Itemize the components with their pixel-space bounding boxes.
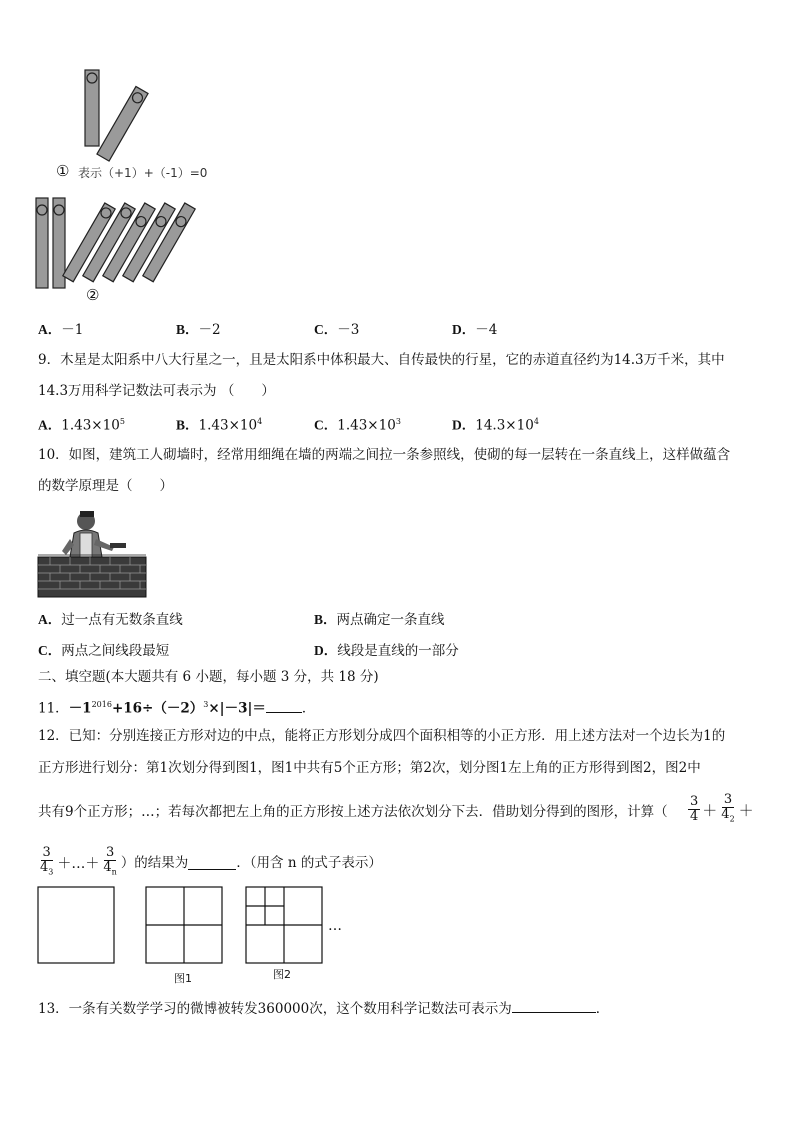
stick-vertical — [85, 70, 99, 146]
q12-text-line1: 12．已知：分别连接正方形对边的中点，能将正方形划分成四个面积相等的小正方形．用上述方法对一个边长为1的 — [38, 728, 726, 744]
q9-option-a: A．$1.43\times 10^5$ — [38, 417, 125, 434]
q8-option-c: C．－3 — [314, 322, 360, 338]
q12-text-line3: 共有9个正方形；…；若每次都把左上角的正方形按上述方法依次划分下去．借助划分得到的图形，计算（ — [38, 804, 668, 820]
q10-option-a: A．过一点有无数条直线 — [38, 612, 183, 628]
q9-text-line2: 14.3万用科学记数法可表示为 （ ） — [38, 383, 275, 399]
section-heading: 二、填空题(本大题共有 6 小题，每小题 3 分，共 18 分) — [38, 669, 379, 685]
q11-text: 11．$-1^{2016}+16\div(-2)^3\times|-3|=$ ． — [38, 695, 315, 719]
fraction: $\frac{3}{4_3}$ — [40, 845, 54, 877]
square-fig1 — [146, 887, 222, 963]
q12-expression-part2: $\frac{3}{4_3}$ ＋…＋ $\frac{3}{4_n}$ ）的结果为 ．（用含 n 的式子表示） — [36, 846, 382, 880]
q10-text-line2: 的数学原理是（ ） — [38, 478, 173, 494]
q12-expression-part1: $\frac{3}{4}$ ＋ $\frac{3}{4_2}$ ＋ — [686, 793, 754, 827]
q9-text-line1: 9．木星是太阳系中八大行星之一，且是太阳系中体积最大、自传最快的行星，它的赤道直径约为14.3万千米，其中 — [38, 352, 725, 368]
q12-text-line2: 正方形进行划分：第1次划分得到图1，图1中共有5个正方形；第2次，划分图1左上角的正方形得到图2，图2中 — [38, 760, 701, 776]
bricklayer-illustration — [36, 505, 150, 601]
q13-answer-blank[interactable] — [512, 998, 596, 1013]
q8-option-a: A．－1 — [38, 322, 84, 338]
q10-text-line1: 10．如图，建筑工人砌墙时，经常用细绳在墙的两端之间拉一条参照线，使砌的每一层转在一条直线上，这样做蕴含 — [38, 447, 731, 463]
fraction: $\frac{3}{4_n}$ — [103, 845, 117, 877]
q8-figure — [30, 60, 230, 310]
q9-option-b: B．$1.43\times 10^4$ — [176, 417, 263, 434]
q8-option-b: B．－2 — [176, 322, 221, 338]
fraction: $\frac{3}{4}$ — [690, 794, 699, 825]
q9-option-d: D．$14.3\times 10^4$ — [452, 417, 539, 434]
fig-caption-1: 表示（+1）+（-1）=0 — [78, 166, 208, 180]
q11-answer-blank[interactable] — [266, 698, 302, 713]
q12-ellipsis: … — [328, 918, 342, 934]
q10-option-d: D．线段是直线的一部分 — [314, 643, 459, 659]
q13-text: 13．一条有关数学学习的微博被转发360000次，这个数用科学记数法可表示为 ． — [38, 998, 609, 1019]
q10-option-b: B．两点确定一条直线 — [314, 612, 445, 628]
q12-answer-blank[interactable] — [188, 855, 236, 870]
fraction: $\frac{3}{4_2}$ — [721, 792, 735, 824]
q12-figures — [36, 884, 356, 988]
square-fig2 — [246, 887, 322, 963]
fig-label-1: ① — [56, 162, 70, 180]
square-initial — [38, 887, 114, 963]
fig2-caption: 图2 — [273, 968, 291, 981]
fig1-caption: 图1 — [174, 972, 192, 985]
stick-slanted — [97, 87, 148, 162]
q9-option-c: C．$1.43\times 10^3$ — [314, 417, 401, 434]
fig-label-2: ② — [86, 286, 100, 304]
q10-option-c: C．两点之间线段最短 — [38, 643, 170, 659]
q8-option-d: D．－4 — [452, 322, 498, 338]
